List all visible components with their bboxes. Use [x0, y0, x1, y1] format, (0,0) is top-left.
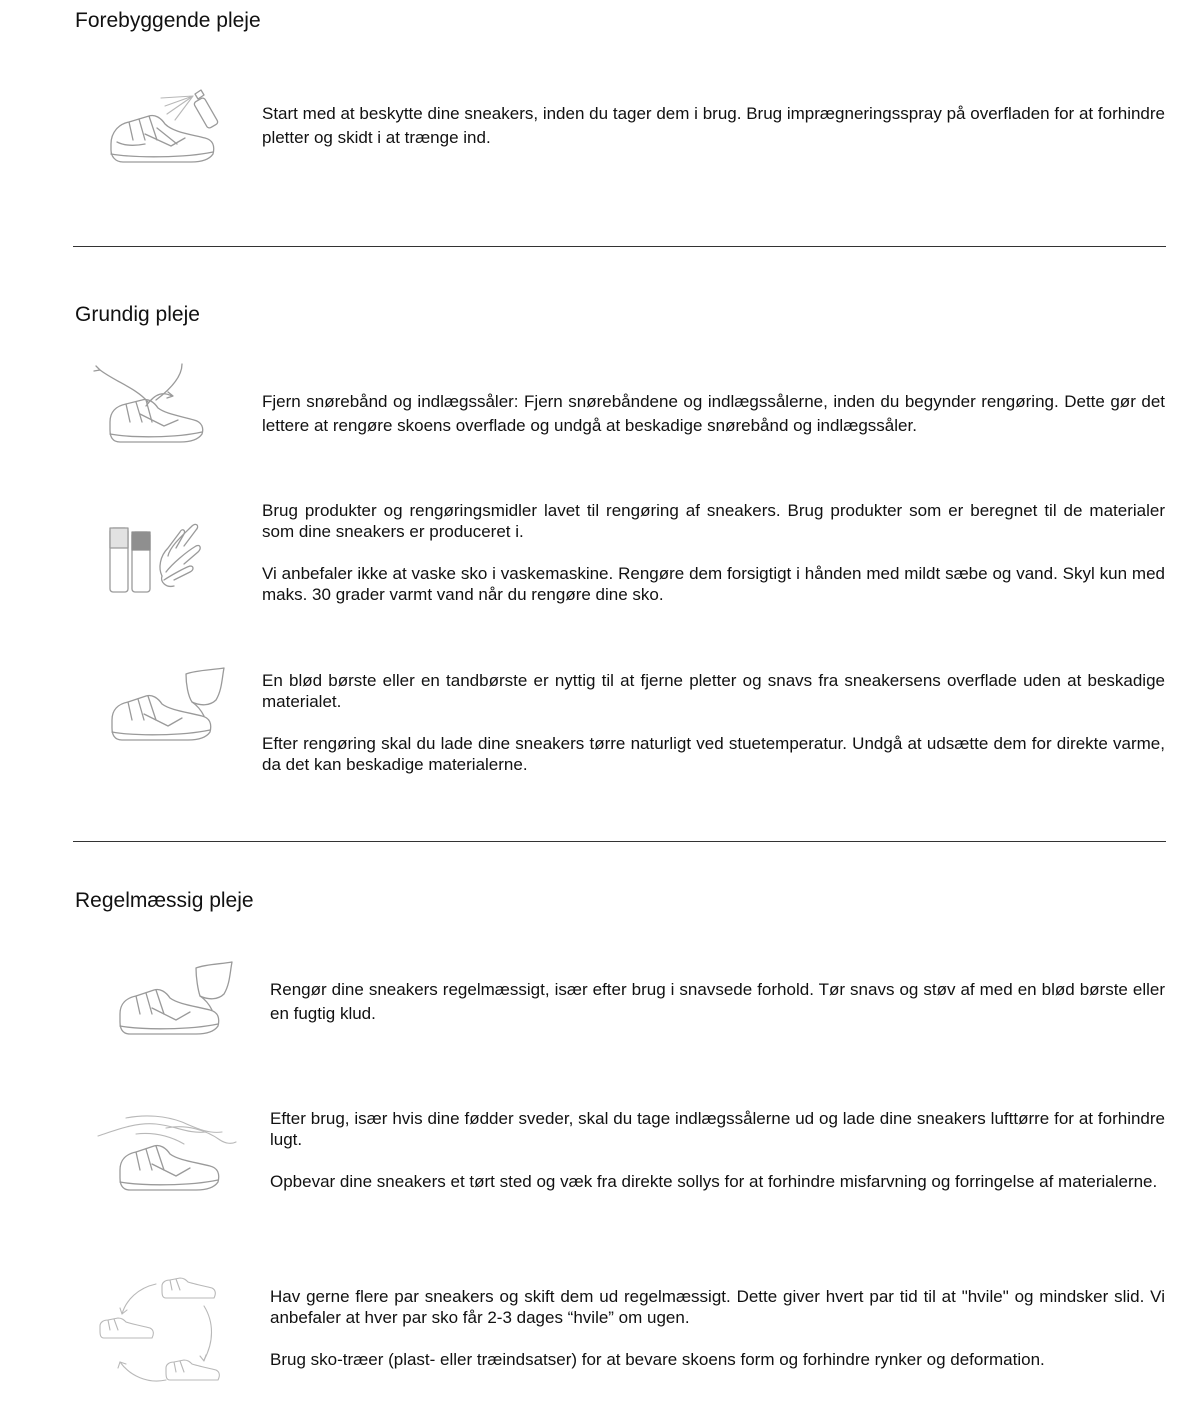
- item-rotate-pairs: [270, 1286, 1165, 1370]
- paragraph: Fjern snørebånd og indlægssåler: Fjern snørebåndene og indlægssålerne, inden du begynder rengøring. Dette gør det lettere at rengøre skoens overflade og undgå at beskadige snørebånd og indlægssåler.: [262, 392, 1165, 435]
- paragraph: Brug sko-træer (plast- eller træindsatser) for at bevare skoens form og forhindre rynker og deformation.: [270, 1350, 1045, 1369]
- air-dry-sneaker-icon: [96, 1114, 238, 1200]
- rotate-sneakers-icon: [96, 1276, 222, 1388]
- paragraph: Rengør dine sneakers regelmæssigt, især efter brug i snavsede forhold. Tør snavs og støv af med en blød børste eller en fugtig klud.: [270, 980, 1165, 1023]
- paragraph: Efter brug, især hvis dine fødder sveder, skal du tage indlægssålerne ud og lade dine sneakers lufttørre for at forhindre lugt.: [270, 1109, 1165, 1149]
- section-divider: [73, 841, 1166, 842]
- paragraph: Hav gerne flere par sneakers og skift dem ud regelmæssigt. Dette giver hvert par tid til at "hvile" og mindsker slid. Vi anbefaler at hver par sko får 2-3 dages “hvile” om ugen.: [270, 1287, 1165, 1327]
- paragraph: Efter rengøring skal du lade dine sneakers tørre naturligt ved stuetemperatur. Undgå at udsætte dem for direkte varme, da det kan beskadige materialerne.: [262, 734, 1165, 774]
- item-soft-brush: [262, 670, 1165, 775]
- wipe-sneaker-icon: [114, 962, 236, 1042]
- section-title-grundig: Grundig pleje: [75, 303, 200, 326]
- paragraph: Opbevar dine sneakers et tørt sted og væk fra direkte sollys for at forhindre misfarvning og forringelse af materialerne.: [270, 1172, 1158, 1191]
- paragraph: Brug produkter og rengøringsmidler lavet til rengøring af sneakers. Brug produkter som er beregnet til de materialer som dine sneakers er produceret i.: [262, 501, 1165, 541]
- remove-laces-icon: [86, 362, 212, 446]
- section-divider: [73, 246, 1166, 247]
- paragraph: Vi anbefaler ikke at vaske sko i vaskemaskine. Rengøre dem forsigtigt i hånden med mildt sæbe og vand. Skyl kun med maks. 30 grader varmt vand når du rengøre dine sko.: [262, 564, 1165, 604]
- spray-sneaker-icon: [105, 84, 225, 170]
- item-preventive-spray: [262, 102, 1165, 150]
- item-air-dry: [270, 1108, 1165, 1192]
- section-title-regelmaessig: Regelmæssig pleje: [75, 889, 254, 912]
- cleaning-products-icon: [106, 516, 206, 596]
- item-cleaning-products: [262, 500, 1165, 605]
- cloth-sneaker-icon: [106, 666, 228, 748]
- paragraph: En blød børste eller en tandbørste er nyttig til at fjerne pletter og snavs fra sneakersens overflade uden at beskadige materialet.: [262, 671, 1165, 711]
- section-title-forebyggende: Forebyggende pleje: [75, 9, 261, 32]
- paragraph: Start med at beskytte dine sneakers, inden du tager dem i brug. Brug imprægneringsspray på overfladen for at forhindre pletter og skidt i at trænge ind.: [262, 104, 1165, 147]
- item-regular-clean: [270, 978, 1165, 1026]
- item-remove-laces: [262, 390, 1165, 438]
